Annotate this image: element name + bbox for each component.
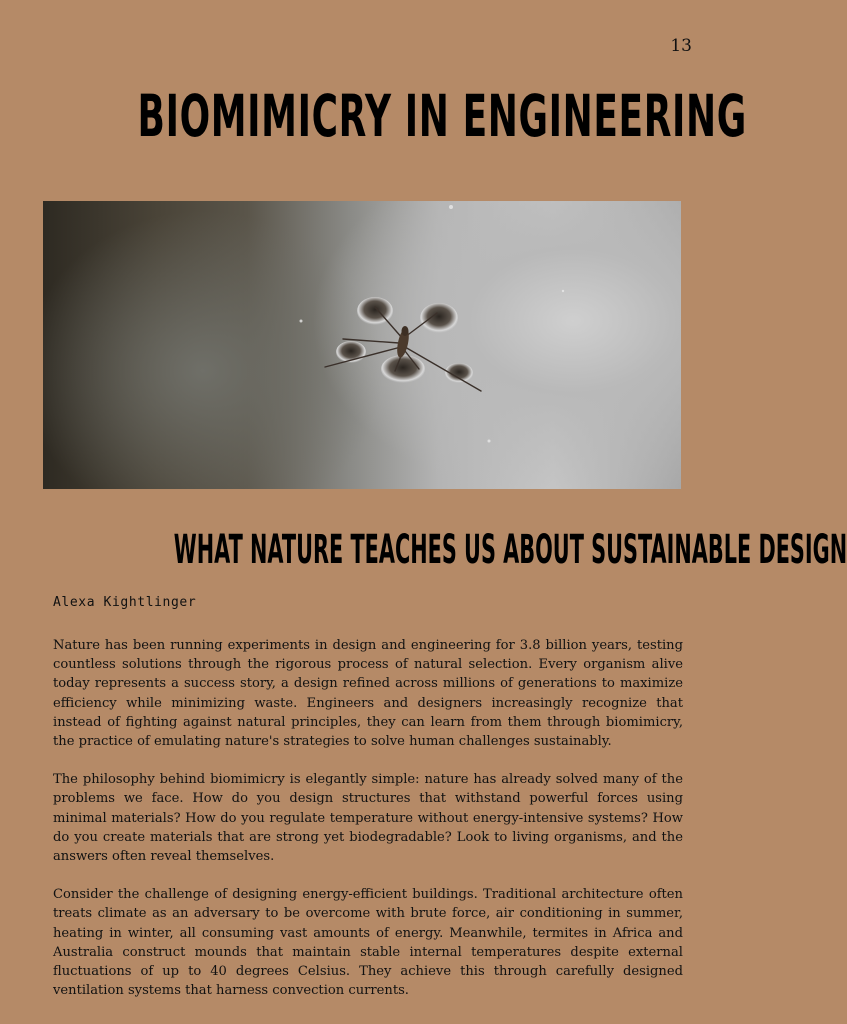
- paragraph-2: The philosophy behind biomimicry is elegantly simple: nature has already solved many of the problems we face. How do you design structures that withstand powerful forces using minimal materials? How do you regulate temperature without energy-intensive systems? How do you create materials that are strong yet biodegradable? Look to living organisms, and the answers often reveal themselves.: [53, 772, 683, 865]
- water-strider-illustration: [43, 201, 681, 489]
- paragraph-3: Consider the challenge of designing energy-efficient buildings. Traditional architecture often treats climate as an adversary to be overcome with brute force, air conditioning in summer, heating in winter, all consuming vast amounts of energy. Meanwhile, termites in Africa and Australia construct mounds that maintain stable internal temperatures despite external fluctuations of up to 40 degrees Celsius. They achieve this through carefully designed ventilation systems that harness convection currents.: [53, 887, 683, 999]
- page-number: 13: [670, 36, 692, 56]
- page-title: BIOMIMICRY IN ENGINEERING: [137, 82, 747, 150]
- hero-image: [43, 201, 681, 489]
- author-name: Alexa Kightlinger: [53, 595, 197, 610]
- article-body: [53, 636, 683, 1019]
- article-subtitle: WHAT NATURE TEACHES US ABOUT SUSTAINABLE DESIGN: [173, 527, 847, 573]
- paragraph-1: Nature has been running experiments in design and engineering for 3.8 billion years, testing countless solutions through the rigorous process of natural selection. Every organism alive today represents a success story, a design refined across millions of generations to maximize efficiency while minimizing waste. Engineers and designers increasingly recognize that instead of fighting against natural principles, they can learn from them through biomimicry, the practice of emulating nature's strategies to solve human challenges sustainably.: [53, 638, 683, 750]
